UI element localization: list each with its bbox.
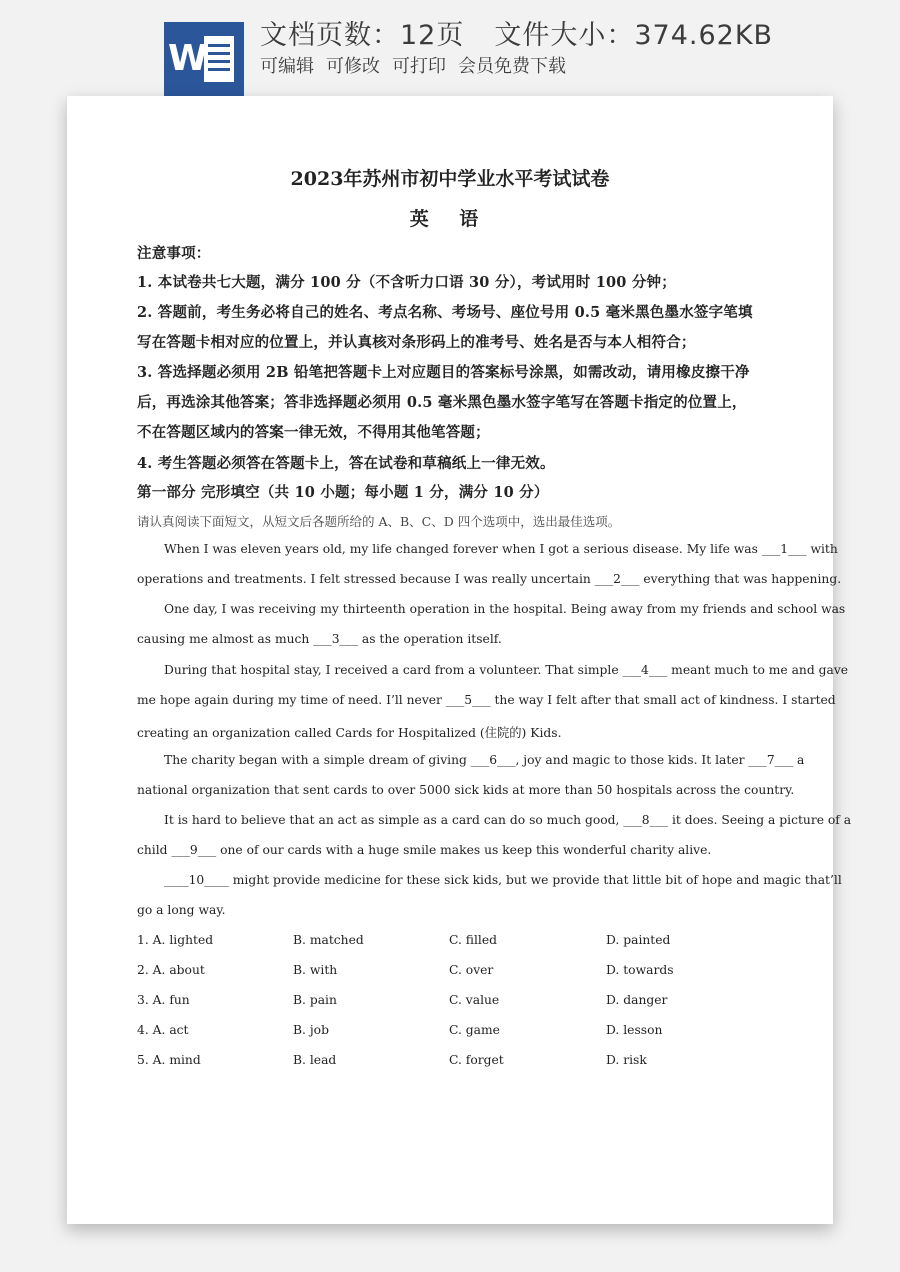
notice-line: 不在答题区域内的答案一律无效，不得用其他笔答题； — [137, 424, 490, 441]
subject-title: 英 语 — [409, 208, 491, 230]
option-d: D. painted — [606, 933, 671, 947]
option-b: B. pain — [293, 993, 337, 1007]
passage-line: go a long way. — [137, 903, 226, 917]
feature-printable: 可打印 — [392, 56, 446, 77]
passage-line: The charity began with a simple dream of giving ___6___, joy and magic to those kids. It later ___7___ a — [164, 753, 805, 767]
page-count: 文档页数：12页 — [260, 20, 465, 51]
passage-line: One day, I was receiving my thirteenth operation in the hospital. Being away from my friends and school was — [164, 602, 846, 616]
notice-line: 3. 答选择题必须用 2B 铅笔把答题卡上对应题目的答案标号涂黑，如需改动，请用橡皮擦干净 — [137, 364, 750, 381]
option-c: C. value — [449, 993, 500, 1007]
option-b: B. job — [293, 1023, 329, 1037]
option-a: 4. A. act — [137, 1023, 189, 1037]
feature-free-download: 会员免费下载 — [458, 56, 566, 77]
download-banner — [0, 0, 900, 96]
option-b: B. matched — [293, 933, 364, 947]
notice-line: 1. 本试卷共七大题，满分 100 分（不含听力口语 30 分），考试用时 100 分钟； — [137, 274, 676, 291]
passage-line: creating an organization called Cards for Hospitalized (住院的) Kids. — [137, 726, 562, 740]
passage-line: ____10____ might provide medicine for these sick kids, but we provide that little bit of hope and magic that’ll — [164, 873, 842, 887]
word-icon-sheet — [204, 36, 234, 82]
option-a: 1. A. lighted — [137, 933, 214, 947]
notice-line: 2. 答题前，考生务必将自己的姓名、考点名称、考场号、座位号用 0.5 毫米黑色墨水签字笔填 — [137, 304, 753, 321]
word-document-icon — [164, 22, 244, 96]
option-d: D. towards — [606, 963, 674, 977]
passage-line: causing me almost as much ___3___ as the operation itself. — [137, 632, 502, 646]
file-info — [260, 18, 803, 54]
notice-line: 后，再选涂其他答案；答非选择题必须用 0.5 毫米黑色墨水签字笔写在答题卡指定的位置上， — [137, 394, 747, 411]
notice-heading: 注意事项： — [137, 245, 211, 262]
option-c: C. over — [449, 963, 494, 977]
feature-modifiable: 可修改 — [326, 56, 380, 77]
feature-editable: 可编辑 — [260, 56, 314, 77]
option-b: B. lead — [293, 1053, 337, 1067]
word-icon-letter: W — [168, 38, 208, 79]
option-c: C. forget — [449, 1053, 504, 1067]
option-c: C. game — [449, 1023, 500, 1037]
passage-line: me hope again during my time of need. I’ll never ___5___ the way I felt after that small act of kindness. I started — [137, 693, 836, 707]
option-a: 5. A. mind — [137, 1053, 201, 1067]
passage-line: operations and treatments. I felt stressed because I was really uncertain ___2___ everything that was happening. — [137, 572, 842, 586]
passage-line: child ___9___ one of our cards with a huge smile makes us keep this wonderful charity alive. — [137, 843, 712, 857]
notice-line: 写在答题卡相对应的位置上，并认真核对条形码上的准考号、姓名是否与本人相符合； — [137, 334, 696, 351]
option-c: C. filled — [449, 933, 498, 947]
document-page — [67, 96, 852, 1224]
passage-line: During that hospital stay, I received a card from a volunteer. That simple ___4___ meant much to me and gave — [164, 663, 849, 677]
document-title: 2023年苏州市初中学业水平考试试卷 — [290, 168, 610, 190]
passage-line: When I was eleven years old, my life changed forever when I got a serious disease. My life was ___1___ with — [164, 542, 838, 556]
feature-list — [260, 54, 578, 80]
part-heading: 第一部分 完形填空（共 10 小题；每小题 1 分，满分 10 分） — [137, 484, 549, 501]
option-d: D. danger — [606, 993, 668, 1007]
file-size: 文件大小：374.62KB — [494, 20, 774, 51]
passage-line: It is hard to believe that an act as simple as a card can do so much good, ___8___ it does. Seeing a picture of a — [164, 813, 852, 827]
option-a: 3. A. fun — [137, 993, 190, 1007]
option-d: D. lesson — [606, 1023, 663, 1037]
option-b: B. with — [293, 963, 338, 977]
notice-line: 4. 考生答题必须答在答题卡上，答在试卷和草稿纸上一律无效。 — [137, 455, 555, 472]
passage-line: national organization that sent cards to over 5000 sick kids at more than 50 hospitals across the country. — [137, 783, 795, 797]
option-a: 2. A. about — [137, 963, 205, 977]
instruction-text: 请认真阅读下面短文，从短文后各题所给的 A、B、C、D 四个选项中，选出最佳选项。 — [137, 514, 621, 529]
option-d: D. risk — [606, 1053, 647, 1067]
